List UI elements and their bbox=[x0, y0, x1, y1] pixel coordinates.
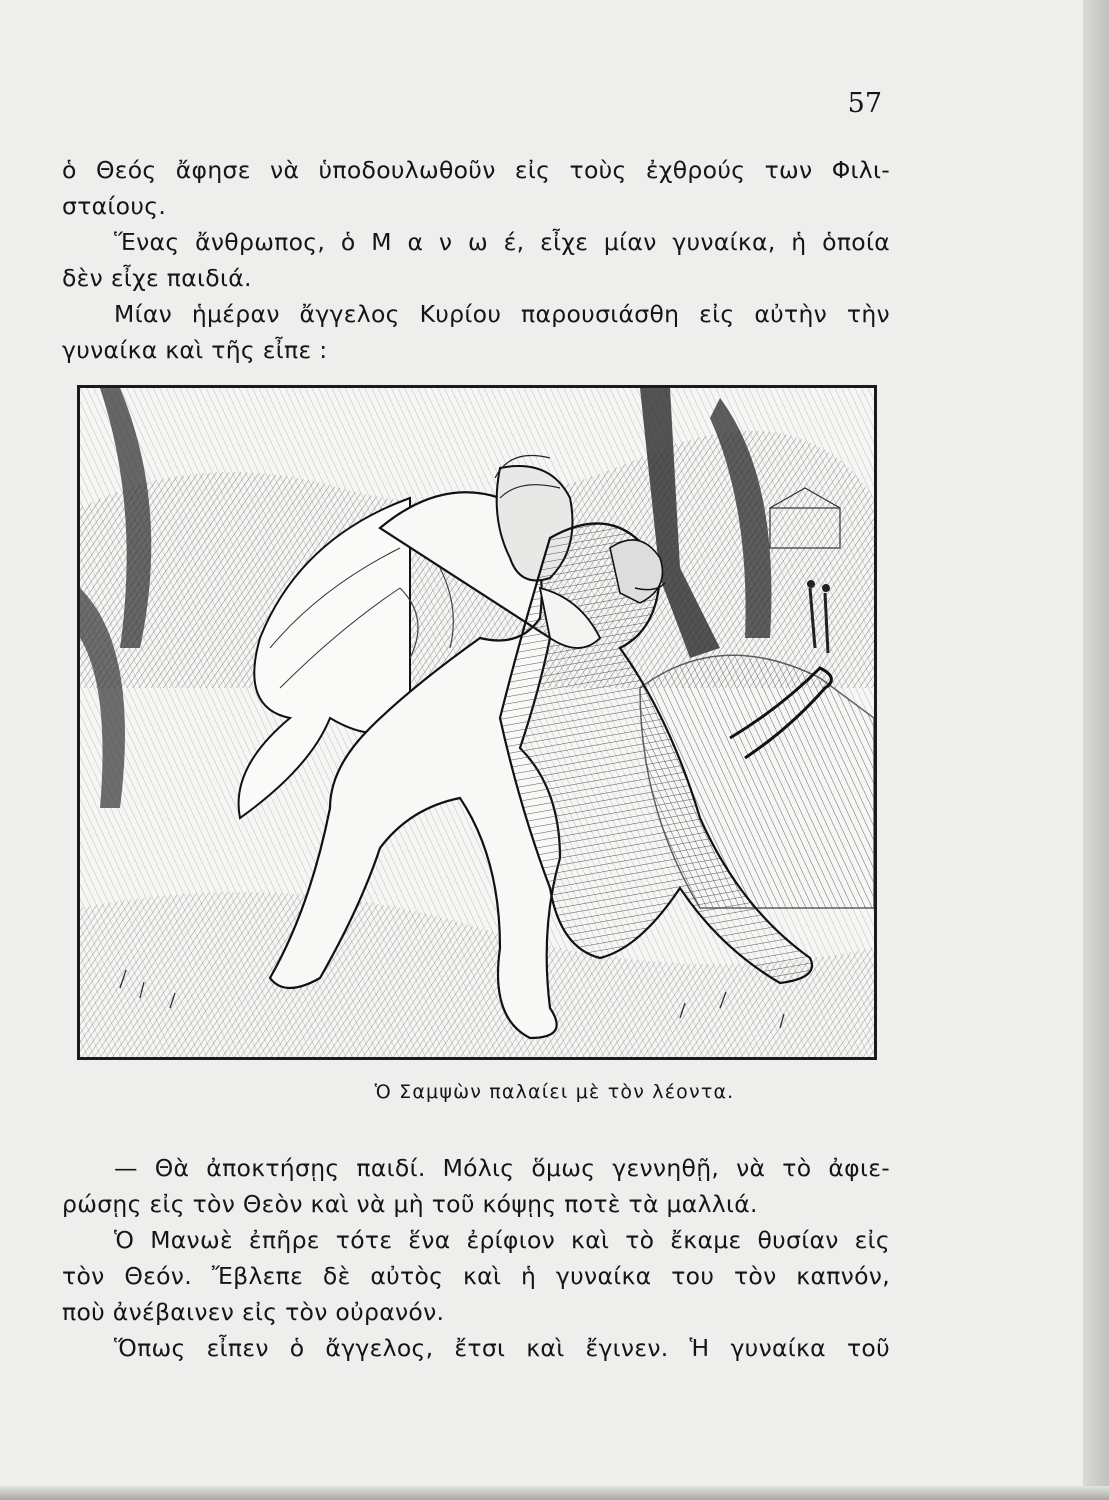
engraving-illustration bbox=[77, 385, 877, 1060]
text-line: ποὺ ἀνέβαινεν εἰς τὸν οὐρανόν. bbox=[62, 1298, 445, 1326]
engraving-drawing bbox=[80, 388, 874, 1057]
illustration-caption: Ὁ Σαμψὼν παλαίει μὲ τὸν λέοντα. bbox=[374, 1081, 735, 1103]
page-bottom-shadow bbox=[0, 1486, 1109, 1500]
text-line: Ὁ Μανωὲ ἐπῆρε τότε ἕνα ἐρίφιον καὶ τὸ ἔκαμε θυσίαν εἰς bbox=[114, 1226, 890, 1254]
text-line: Μίαν ἡμέραν ἄγγελος Κυρίου παρουσιάσθη εἰς αὐτὴν τὴν bbox=[114, 300, 890, 328]
text-line: ὁ Θεός ἄφησε νὰ ὑποδουλωθοῦν εἰς τοὺς ἐχθρούς των Φιλι- bbox=[62, 156, 890, 184]
text-line: δὲν εἶχε παιδιά. bbox=[62, 264, 252, 292]
text-line: — Θὰ ἀποκτήσῃς παιδί. Μόλις ὅμως γεννηθῇ, νὰ τὸ ἀφιε- bbox=[114, 1154, 890, 1182]
text-line: σταίους. bbox=[62, 192, 167, 220]
text-line: Ὅπως εἶπεν ὁ ἄγγελος, ἔτσι καὶ ἔγινεν. Ἡ γυναίκα τοῦ bbox=[114, 1334, 890, 1362]
page-edge-shadow bbox=[1083, 0, 1109, 1500]
text-line: τὸν Θεόν. Ἔβλεπε δὲ αὐτὸς καὶ ἡ γυναίκα του τὸν καπνόν, bbox=[62, 1262, 890, 1290]
text-line: γυναίκα καὶ τῆς εἶπε : bbox=[62, 336, 328, 364]
text-line: ρώσῃς εἰς τὸν Θεὸν καὶ νὰ μὴ τοῦ κόψῃς ποτὲ τὰ μαλλιά. bbox=[62, 1190, 758, 1218]
text-block-bottom bbox=[62, 1150, 890, 1366]
text-line: Ἕνας ἄνθρωπος, ὁ Μ α ν ω έ, εἶχε μίαν γυναίκα, ἡ ὁποία bbox=[114, 228, 890, 256]
page-number: 57 bbox=[847, 88, 882, 119]
text-block-top bbox=[62, 152, 890, 368]
